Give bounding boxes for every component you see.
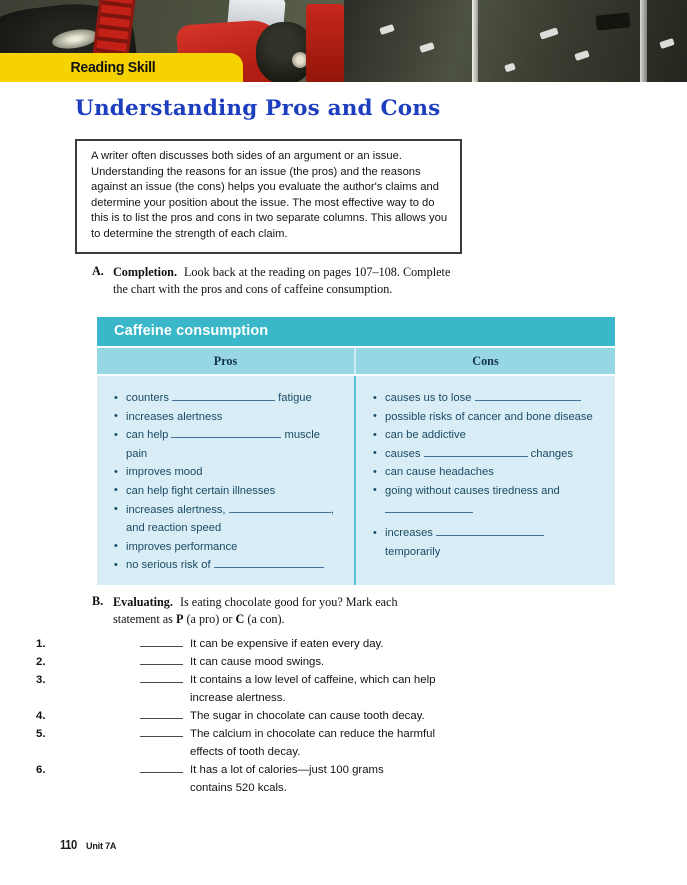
cons-list — [356, 376, 615, 585]
exercise-a-instructions — [113, 264, 450, 298]
statement-item — [36, 707, 543, 725]
chart-con-item: • can be addictive — [373, 426, 603, 445]
exercise-b-letter: B. — [92, 594, 104, 608]
pros-list — [97, 376, 356, 585]
skill-intro-text: A writer often discusses both sides of an argument or an issue. Understanding the reasons for an issue (the pros) and the reasons against an issue (the cons) helps you evaluate the author's claims and determine your position about the issue. The most effective way to do this is to list the pros and cons in two separate columns. This allows you to determine the strength of each claim. — [91, 150, 448, 240]
exercise-b-label: Evaluating. — [113, 595, 173, 609]
bold-text: C — [235, 611, 245, 626]
statement-item — [36, 725, 543, 761]
bullet-icon: • — [114, 484, 118, 497]
answer-blank[interactable] — [475, 390, 581, 401]
chart-con-item: • going without causes tiredness and — [373, 482, 603, 519]
bullet-icon: • — [114, 540, 118, 553]
bullet-icon: • — [373, 526, 377, 539]
answer-blank[interactable] — [436, 525, 544, 536]
statements-list — [36, 635, 543, 797]
bullet-icon: • — [114, 503, 118, 516]
chart-con-item: • possible risks of cancer and bone disease — [373, 408, 603, 427]
bullet-icon: • — [114, 428, 118, 441]
page-title: Understanding Pros and Cons — [75, 96, 441, 121]
statement-text: The sugar in chocolate can cause tooth decay. — [190, 710, 425, 722]
exercise-b-header — [92, 594, 522, 628]
bold-text: P — [175, 611, 184, 626]
bullet-icon: • — [114, 558, 118, 571]
chart-pro-item: • can help fight certain illnesses — [114, 482, 342, 501]
skill-intro-box — [75, 139, 462, 254]
bullet-icon: • — [114, 391, 118, 404]
bullet-icon: • — [373, 465, 377, 478]
photo-red-truck-shape — [306, 4, 344, 82]
chart-con-item: • causes changes — [373, 445, 603, 464]
exercise-b-instructions — [113, 594, 398, 628]
reading-skill-banner — [0, 53, 243, 82]
caffeine-chart — [97, 317, 615, 585]
statement-number: 1. — [36, 638, 46, 650]
statement-number: 5. — [36, 728, 46, 740]
exercise-a-header — [92, 264, 522, 298]
bullet-icon: • — [373, 428, 377, 441]
cons-column-header: Cons — [472, 354, 499, 368]
chart-column-headers — [97, 346, 615, 374]
exercise-a-letter: A. — [92, 264, 104, 278]
exercise-a-instruction-text: Look back at the reading on pages 107–108. Complete the chart with the pros and cons of caffeine consumption. — [113, 265, 451, 296]
bullet-icon: • — [114, 465, 118, 478]
chart-pro-item: • increases alertness, , and reaction speed — [114, 501, 342, 538]
bullet-icon: • — [373, 484, 377, 497]
answer-blank[interactable] — [140, 671, 183, 683]
chart-pro-item: • increases alertness — [114, 408, 342, 427]
traffic-photo — [0, 0, 687, 82]
answer-blank[interactable] — [140, 653, 183, 665]
statement-number: 3. — [36, 674, 46, 686]
statement-number: 2. — [36, 656, 46, 668]
statement-number: 6. — [36, 764, 46, 776]
chart-pro-item: • improves mood — [114, 463, 342, 482]
chart-con-item: • increases temporarily — [373, 524, 603, 561]
pros-column-header: Pros — [97, 348, 356, 374]
chart-con-item: • can cause headaches — [373, 463, 603, 482]
answer-blank[interactable] — [172, 390, 275, 401]
statement-item — [36, 653, 543, 671]
answer-blank[interactable] — [140, 761, 183, 773]
unit-label: Unit 7A — [85, 841, 116, 852]
chart-pro-item: • improves performance — [114, 538, 342, 557]
photo-pole-shape — [640, 0, 647, 82]
bullet-icon: • — [114, 410, 118, 423]
statement-text: It can cause mood swings. — [190, 656, 325, 668]
photo-pole-shape — [472, 0, 478, 82]
chart-pro-item: • counters fatigue — [114, 389, 342, 408]
bullet-icon: • — [373, 410, 377, 423]
page-footer — [60, 836, 118, 854]
statement-text: It can be expensive if eaten every day. — [190, 638, 384, 650]
answer-blank[interactable] — [171, 427, 281, 438]
answer-blank[interactable] — [424, 446, 528, 457]
answer-blank[interactable] — [229, 502, 331, 513]
photo-windshield-shape — [344, 0, 687, 82]
answer-blank[interactable] — [140, 725, 183, 737]
bullet-icon: • — [373, 391, 377, 404]
statement-item — [36, 635, 543, 653]
banner-label: Reading Skill — [70, 59, 156, 76]
bullet-icon: • — [373, 447, 377, 460]
exercise-a-label: Completion. — [113, 265, 177, 279]
statement-item — [36, 671, 543, 707]
statement-text: It contains a low level of caffeine, which can help increase alertness. — [190, 674, 436, 704]
answer-blank[interactable] — [214, 557, 324, 568]
chart-title: Caffeine consumption — [97, 317, 615, 346]
chart-pro-item: • can help muscle pain — [114, 426, 342, 463]
exercise-b-instruction-text: Is eating chocolate good for you? Mark each statement as P (a pro) or C (a con). — [113, 595, 398, 626]
chart-pro-item: • no serious risk of — [114, 556, 342, 575]
chart-con-item: • causes us to lose — [373, 389, 603, 408]
chart-body — [97, 374, 615, 585]
page-number: 110 — [60, 838, 77, 852]
statement-item — [36, 761, 543, 797]
statement-text: The calcium in chocolate can reduce the harmful effects of tooth decay. — [190, 728, 436, 758]
answer-blank[interactable] — [140, 635, 183, 647]
answer-blank[interactable] — [385, 502, 473, 513]
statement-text: It has a lot of calories—just 100 grams contains 520 kcals. — [190, 764, 384, 794]
statement-number: 4. — [36, 710, 46, 722]
answer-blank[interactable] — [140, 707, 183, 719]
